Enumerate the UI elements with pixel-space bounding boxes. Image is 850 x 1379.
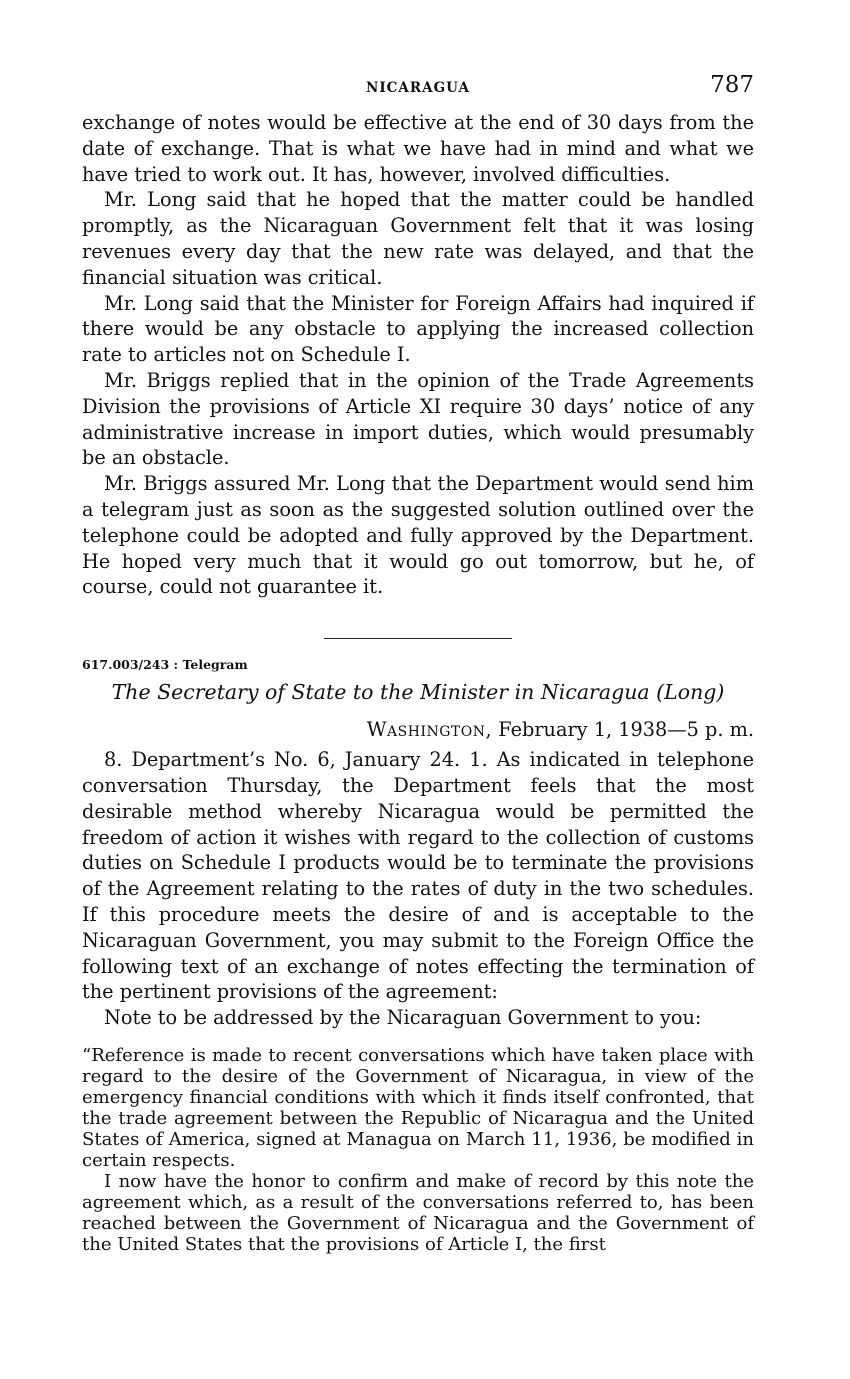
file-reference: 617.003/243 : Telegram bbox=[82, 657, 248, 673]
document-title: The Secretary of State to the Minister in Nicaragua (Long) bbox=[111, 680, 725, 705]
page-header bbox=[82, 70, 754, 110]
dateline-place: Washington, bbox=[366, 718, 493, 742]
memo-paragraph: Mr. Long said that the Minister for Foreign Affairs had inquired if there would be any obstacle to applying the increased collection rate to articles not on Schedule I. bbox=[82, 291, 754, 367]
quoted-note-paragraph: “Reference is made to recent conversations which have taken place with regard to the desire of the Government of Nicaragua, in view of the emergency financial conditions with which it finds itself confronted, that the trade agreement between the Republic of Nicaragua and the United States of America, signed at Managua on March 11, 1936, be modified in certain respects. bbox=[82, 1044, 754, 1171]
dateline-date: February 1, 1938—5 p. m. bbox=[498, 718, 754, 742]
quoted-note-paragraph: I now have the honor to confirm and make of record by this note the agreement which, as a result of the conversations referred to, has been reached between the Government of Nicaragua and the Government of the United States that the provisions of Article I, the first bbox=[82, 1170, 754, 1255]
running-head: NICARAGUA bbox=[366, 80, 470, 96]
telegram-section bbox=[82, 657, 754, 1255]
memo-paragraph: Mr. Briggs replied that in the opinion of the Trade Agreements Division the provisions of Article XI require 30 days’ notice of any administrative increase in import duties, which would presumably be an obstacle. bbox=[82, 368, 754, 470]
section-divider bbox=[324, 638, 512, 639]
dateline bbox=[82, 718, 754, 741]
memo-paragraph: Mr. Long said that he hoped that the matter could be handled promptly, as the Nicaraguan Government felt that it was losing revenues every day that the new rate was delayed, and that the financial situation was critical. bbox=[82, 188, 754, 289]
page-number: 787 bbox=[710, 72, 754, 98]
telegram-paragraph: Note to be addressed by the Nicaraguan Government to you: bbox=[104, 1006, 702, 1030]
memo-section bbox=[82, 110, 754, 600]
telegram-paragraph: 8. Department’s No. 6, January 24. 1. As indicated in telephone conversation Thursday, the Department feels that the most desirable method whereby Nicaragua would be permitted the freedom of action it wishes with regard to the collection of customs duties on Schedule I products would be to terminate the provisions of the Agreement relating to the rates of duty in the two schedules. If this procedure meets the desire of and is acceptable to the Nicaraguan Government, you may submit to the Foreign Office the following text of an exchange of notes effecting the termination of the pertinent provisions of the agreement: bbox=[82, 748, 754, 1004]
memo-paragraph: exchange of notes would be effective at the end of 30 days from the date of exchange. That is what we have had in mind and what we have tried to work out. It has, however, involved difficulties. bbox=[82, 111, 754, 186]
memo-paragraph: Mr. Briggs assured Mr. Long that the Department would send him a telegram just as soon as the suggested solution outlined over the telephone could be adopted and fully approved by the Department. He hoped very much that it would go out tomorrow, but he, of course, could not guarantee it. bbox=[82, 472, 754, 599]
document-page bbox=[82, 70, 754, 1255]
